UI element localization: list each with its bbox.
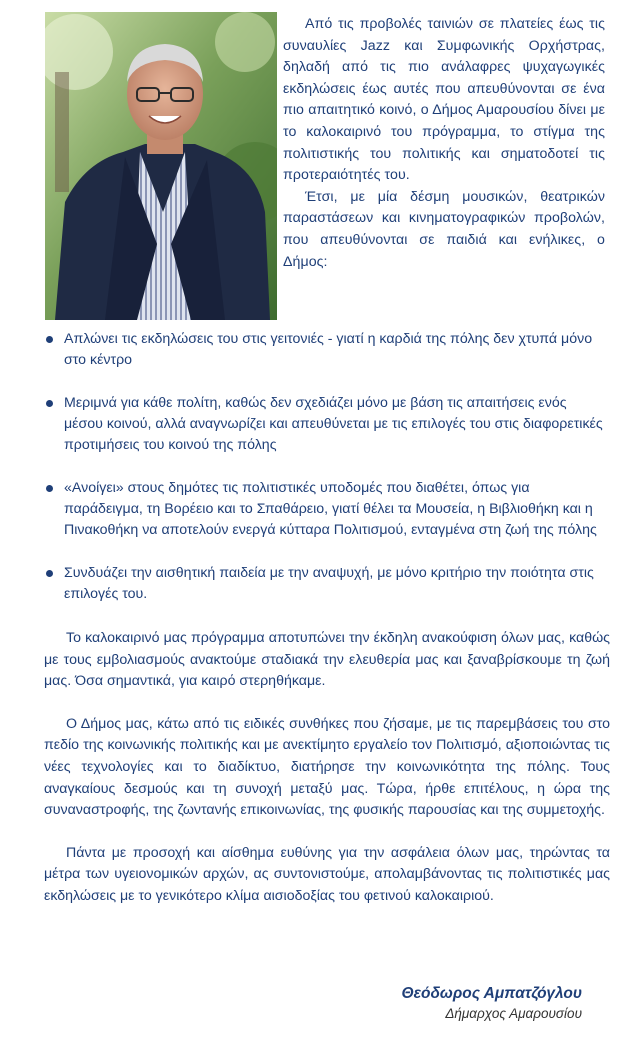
bullet-icon <box>46 336 53 343</box>
list-item-text: Συνδυάζει την αισθητική παιδεία με την αναψυχή, με μόνο κριτήριο την ποιότητα στις επιλογές του. <box>64 565 594 602</box>
bullet-icon <box>46 570 53 577</box>
signature-name: Θεόδωρος Αμπατζόγλου <box>401 985 582 1002</box>
list-item <box>44 329 609 371</box>
signature-role: Δήμαρχος Αμαρουσίου <box>445 1006 582 1021</box>
list-item <box>44 563 609 605</box>
body-paragraph: Ο Δήμος μας, κάτω από τις ειδικές συνθήκες που ζήσαμε, με τις παρεμβάσεις του στο πεδίο της κοινωνικής πολιτικής και με ανεκτίμητο εργαλείο τον Πολιτισμό, αξιοποιώντας τις νέες τεχνολογίες και το διαδίκτυο, διατήρησε την κοινωνικότητα της πόλης. Τους αναγκαίους δεσμούς και τη συνοχή μεταξύ μας. Τώρα, ήρθε επιτέλους, η ώρα της συναναστροφής, της ζωντανής επικοινωνίας, της φυσικής παρουσίας και της συμμετοχής. <box>44 715 610 819</box>
body-paragraph: Πάντα με προσοχή και αίσθημα ευθύνης για την ασφάλεια όλων μας, τηρώντας τα μέτρα των υγειονομικών αρχών, ας συντονιστούμε, απολαμβάνοντας τις πολιτιστικές μας εκδηλώσεις με το γενικότερο κλίμα αισιοδοξίας του φετινού καλοκαιριού. <box>44 844 610 904</box>
intro-paragraph: Από τις προβολές ταινιών σε πλατείες έως τις συναυλίες Jazz και Συμφωνικής Ορχήστρας, δηλαδή από τις πιο ανάλαφρες ψυχαγωγικές εκδηλώσεις έως αυτές που απευθύνονται σε ένα πιο απαιτητικό κοινό, ο Δήμος Αμαρουσίου δίνει με το καλοκαιρινό του πρόγραμμα, το στίγμα της πολιτιστικής του πολιτικής και σηματοδοτεί τις προτεραιότητές του. <box>283 16 605 184</box>
bullet-icon <box>46 400 53 407</box>
body-paragraph: Το καλοκαιρινό μας πρόγραμμα αποτυπώνει την έκδηλη ανακούφιση όλων μας, καθώς με τους εμβολιασμούς ανακτούμε σταδιακά την ελευθερία μας και ξαναβρίσκουμε τη ζωή μας. Όσα σημαντικά, για καιρό στερηθήκαμε. <box>44 630 610 690</box>
portrait-photo-icon <box>45 12 277 320</box>
bullet-icon <box>46 485 53 492</box>
intro-paragraph: Έτσι, με μία δέσμη μουσικών, θεατρικών παραστάσεων και κινηματογραφικών προβολών, που απευθύνονται σε παιδιά και ενήλικες, ο Δήμος: <box>283 188 605 270</box>
list-item-text: Απλώνει τις εκδηλώσεις του στις γειτονιές - γιατί η καρδιά της πόλης δεν χτυπά μόνο στο κέντρο <box>64 331 593 368</box>
list-item-text: Μεριμνά για κάθε πολίτη, καθώς δεν σχεδιάζει μόνο με βάση τις απαιτήσεις ενός μέσου κοινού, αλλά αναγνωρίζει και απευθύνεται με τις επιλογές του στις διαφορετικές προτιμήσεις του κοινού της πόλης <box>64 395 603 453</box>
list-item <box>44 393 609 456</box>
list-item <box>44 478 609 541</box>
bullet-list <box>44 329 609 627</box>
portrait-photo <box>45 12 277 320</box>
intro-text <box>283 14 605 273</box>
list-item-text: «Ανοίγει» στους δημότες τις πολιτιστικές υποδομές που διαθέτει, όπως για παράδειγμα, τη Βορέειο και το Σπαθάρειο, γιατί θέλει τα Μουσεία, η Βιβλιοθήκη και η Πινακοθήκη να αποτελούν ενεργά κύτταρα Πολιτισμού, ενταγμένα στη ζωή της πόλης <box>64 480 597 538</box>
body-text <box>44 628 610 929</box>
